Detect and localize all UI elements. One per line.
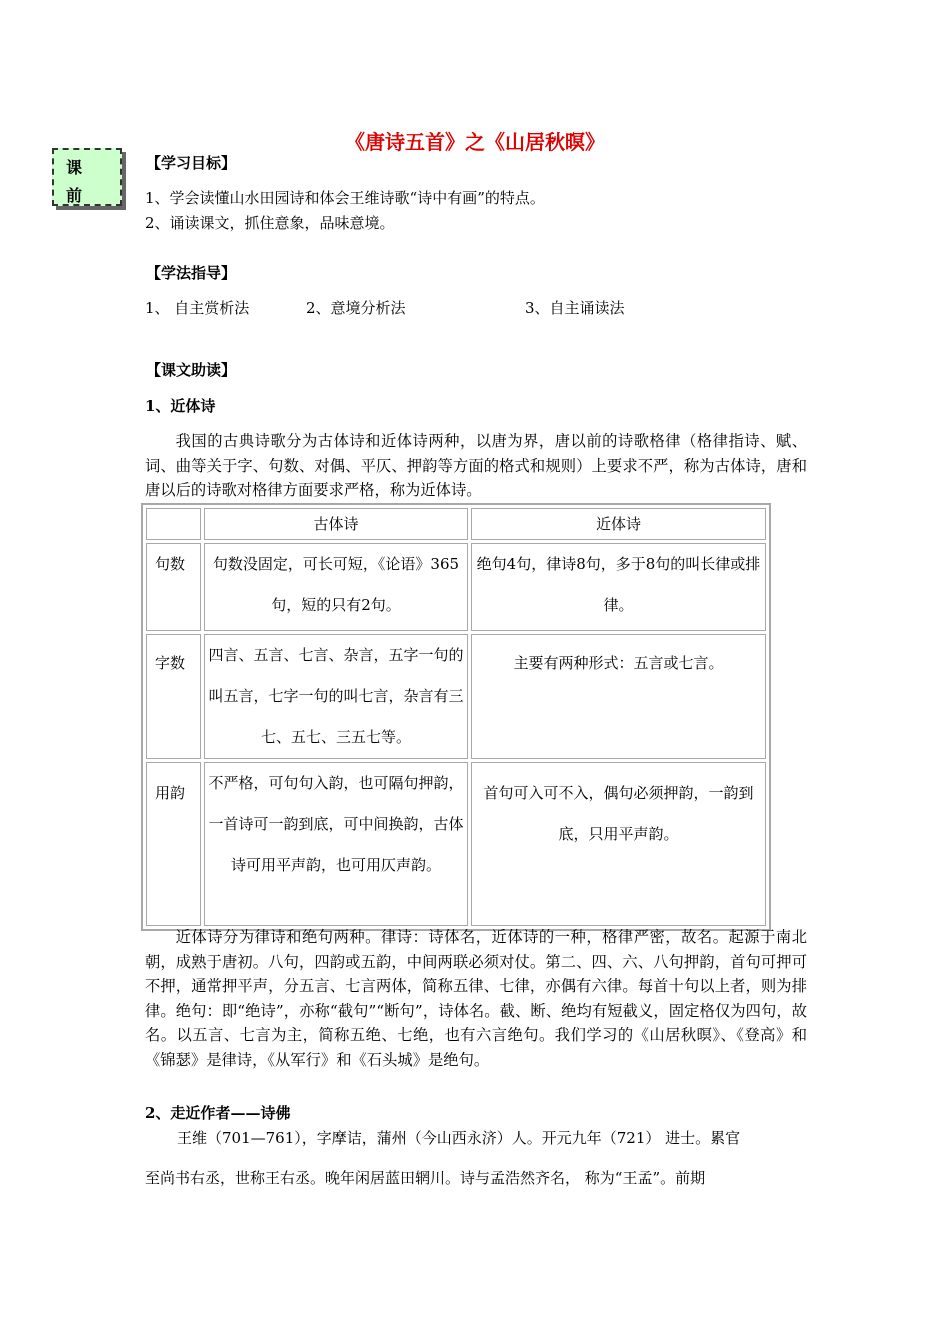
row-label-rhyme: 用韵 <box>146 762 201 926</box>
method-item-1: 1、 自主赏析法 <box>145 299 250 317</box>
method-item-2: 2、意境分析法 <box>306 299 406 317</box>
subheading-modern-poetry: 1、近体诗 <box>145 397 216 415</box>
goals-heading: 【学习目标】 <box>146 154 237 172</box>
cell-modern-sentences: 绝句4句，律诗8句，多于8句的叫长律或排律。 <box>471 543 766 631</box>
goal-item-1: 1、学会读懂山水田园诗和体会王维诗歌“诗中有画”的特点。 <box>145 189 545 207</box>
table-header-corner <box>146 508 201 540</box>
table-header-row <box>146 508 766 540</box>
table-header-modern: 近体诗 <box>471 508 766 540</box>
author-line-1: 王维（701—761），字摩诘，蒲州（今山西永济）人。开元九年（721） 进士。累官 <box>177 1129 741 1147</box>
comparison-table <box>141 503 771 931</box>
row-label-characters: 字数 <box>146 634 201 759</box>
row-label-sentences: 句数 <box>146 543 201 631</box>
table-row <box>146 762 766 926</box>
methods-heading: 【学法指导】 <box>146 264 237 282</box>
table-row <box>146 543 766 631</box>
section-badge <box>52 148 122 206</box>
badge-line-2: 前 <box>66 186 83 205</box>
cell-ancient-characters: 四言、五言、七言、杂言，五字一句的叫五言，七字一句的叫七言，杂言有三七、五七、三五七等。 <box>204 634 468 759</box>
table-header-ancient: 古体诗 <box>204 508 468 540</box>
cell-modern-rhyme: 首句可入可不入，偶句必须押韵，一韵到底，只用平声韵。 <box>471 762 766 926</box>
goal-item-2: 2、诵读课文，抓住意象，品味意境。 <box>145 214 395 232</box>
author-line-2: 至尚书右丞，世称王右丞。晚年闲居蓝田辋川。诗与孟浩然齐名， 称为“王孟”。前期 <box>145 1169 706 1187</box>
badge-line-1: 课 <box>66 158 83 177</box>
intro-paragraph: 我国的古典诗歌分为古体诗和近体诗两种，以唐为界，唐以前的诗歌格律（格律指诗、赋、词、曲等关于字、句数、对偶、平仄、押韵等方面的格式和规则）上要求不严，称为古体诗，唐和唐以后的诗歌对格律方面要求严格，称为近体诗。 <box>145 432 807 500</box>
subheading-author: 2、走近作者——诗佛 <box>145 1104 291 1122</box>
poetry-types-paragraph: 近体诗分为律诗和绝句两种。律诗：诗体名，近体诗的一种，格律严密，故名。起源于南北朝，成熟于唐初。八句，四韵或五韵，中间两联必须对仗。第二、四、六、八句押韵，首句可押可不押，通常押平声，分五言、七言两体，简称五律、七律，亦偶有六律。每首十句以上者，则为排律。绝句：即“绝诗”，亦称“截句”“断句”，诗体名。截、断、绝均有短截义，固定格仅为四句，故名。以五言、七言为主，简称五绝、七绝，也有六言绝句。我们学习的《山居秋暝》、《登高》和《锦瑟》是律诗，《从军行》和《石头城》是绝句。 <box>145 928 807 1069</box>
page-title: 《唐诗五首》之《山居秋暝》 <box>345 130 605 154</box>
cell-ancient-rhyme: 不严格，可句句入韵，也可隔句押韵，一首诗可一韵到底，可中间换韵，古体诗可用平声韵，也可用仄声韵。 <box>204 762 468 926</box>
cell-ancient-sentences: 句数没固定，可长可短，《论语》365句，短的只有2句。 <box>204 543 468 631</box>
table-row <box>146 634 766 759</box>
cell-modern-characters: 主要有两种形式：五言或七言。 <box>471 634 766 759</box>
method-item-3: 3、自主诵读法 <box>525 299 625 317</box>
reading-heading: 【课文助读】 <box>146 361 237 379</box>
